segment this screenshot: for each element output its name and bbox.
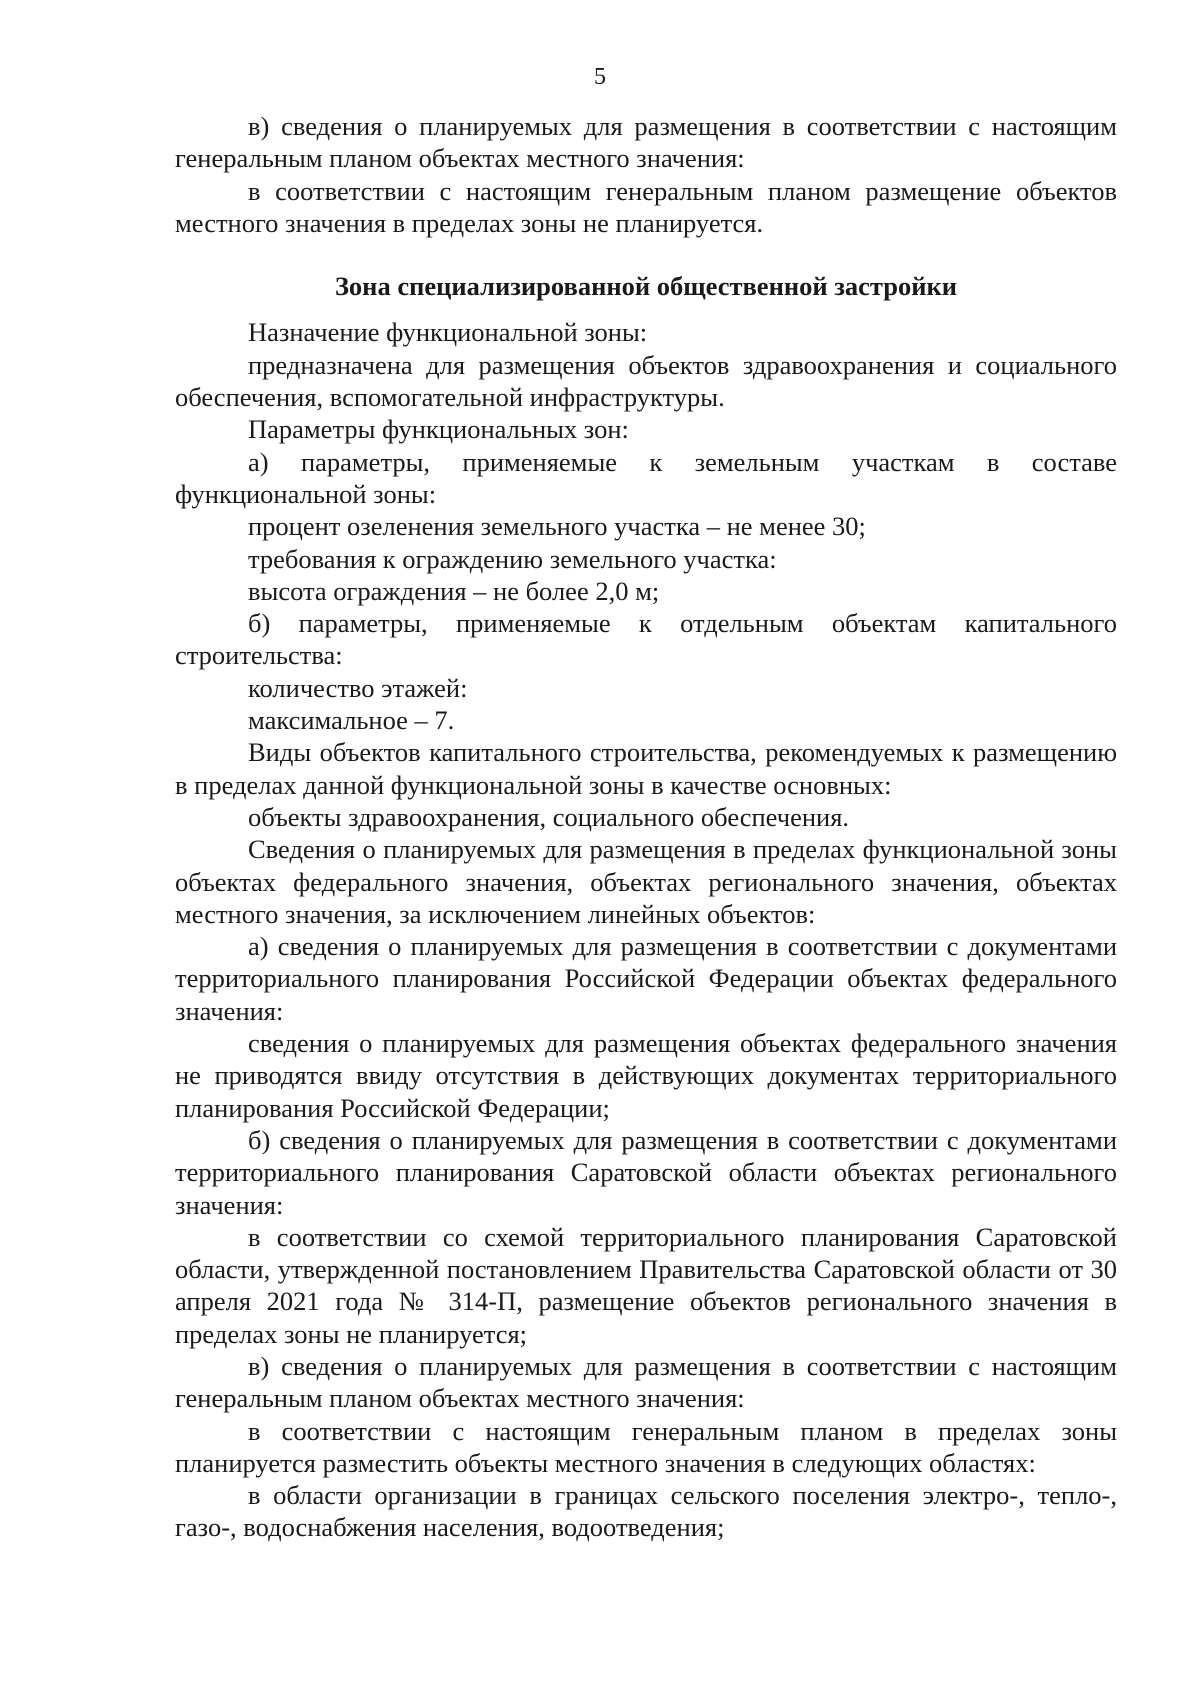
- paragraph: процент озеленения земельного участка – не менее 30;: [248, 511, 866, 542]
- paragraph: в соответствии со схемой территориального планирования Саратовской области, утвержденной постановлением Правительства Саратовской области от 30 апреля 2021 года № 314-П, размещение объектов регионального значения в пределах зоны не планируется;: [175, 1221, 1117, 1349]
- paragraph: требования к ограждению земельного участка:: [248, 543, 777, 574]
- paragraph: объекты здравоохранения, социального обеспечения.: [248, 801, 850, 832]
- paragraph: сведения о планируемых для размещения объектах федерального значения не приводятся ввиду отсутствия в действующих документах территориального планирования Российской Федерации;: [175, 1028, 1117, 1123]
- paragraph: предназначена для размещения объектов здравоохранения и социального обеспечения, вспомогательной инфраструктуры.: [175, 349, 1117, 413]
- paragraph: Параметры функциональных зон:: [248, 414, 629, 445]
- paragraph: в области организации в границах сельского поселения электро-, тепло-, газо-, водоснабжения населения, водоотведения;: [175, 1480, 1117, 1543]
- paragraph: высота ограждения – не более 2,0 м;: [248, 575, 660, 606]
- paragraph: а) параметры, применяемые к земельным участкам в составе функциональной зоны:: [175, 446, 1117, 509]
- paragraph: в соответствии с настоящим генеральным планом в пределах зоны планируется разместить объекты местного значения в следующих областях:: [175, 1415, 1117, 1478]
- paragraph: максимальное – 7.: [248, 705, 455, 736]
- document-body: [175, 110, 1117, 1544]
- paragraph: Назначение функциональной зоны:: [248, 317, 648, 348]
- paragraph: в) сведения о планируемых для размещения в соответствии с настоящим генеральным планом объектах местного значения:: [175, 1350, 1117, 1414]
- page-number: 5: [594, 64, 606, 90]
- paragraph: в соответствии с настоящим генеральным планом размещение объектов местного значения в пределах зоны не планируется.: [175, 175, 1117, 238]
- paragraph: количество этажей:: [248, 672, 468, 703]
- paragraph: б) параметры, применяемые к отдельным объектам капитального строительства:: [175, 608, 1117, 671]
- paragraph: Сведения о планируемых для размещения в пределах функциональной зоны объектах федерального значения, объектах регионального значения, объектах местного значения, за исключением линейных объектов:: [175, 834, 1117, 929]
- paragraph: б) сведения о планируемых для размещения в соответствии с документами территориального планирования Саратовской области объектах регионального значения:: [175, 1124, 1117, 1220]
- section-title: Зона специализированной общественной застройки: [334, 271, 958, 302]
- paragraph: Виды объектов капитального строительства, рекомендуемых к размещению в пределах данной функциональной зоны в качестве основных:: [175, 737, 1117, 800]
- paragraph: а) сведения о планируемых для размещения в соответствии с документами территориального планирования Российской Федерации объектах федерального значения:: [175, 931, 1117, 1026]
- paragraph: в) сведения о планируемых для размещения в соответствии с настоящим генеральным планом объектах местного значения:: [175, 111, 1117, 174]
